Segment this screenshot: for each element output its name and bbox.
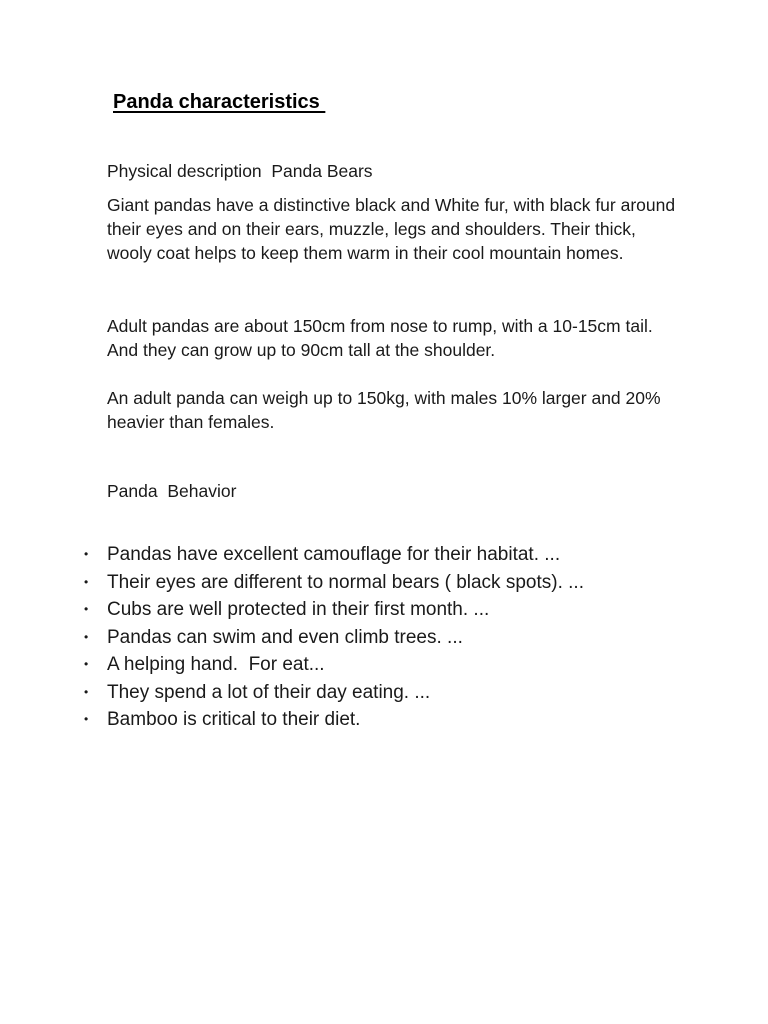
list-item-text: They spend a lot of their day eating. ... <box>107 681 431 703</box>
bullet-icon: • <box>84 657 89 671</box>
paragraph-weight: An adult panda can weigh up to 150kg, with males 10% larger and 20% heavier than females. <box>107 388 661 432</box>
list-item <box>0 541 561 569</box>
list-item <box>0 679 431 707</box>
bullet-icon: • <box>84 629 89 644</box>
list-item <box>0 624 463 652</box>
list-item-text: Pandas can swim and even climb trees. ... <box>107 626 463 648</box>
list-item <box>0 596 490 624</box>
list-item <box>0 651 325 679</box>
list-item <box>0 706 361 734</box>
bullet-icon: • <box>84 574 89 589</box>
behavior-list <box>0 541 584 734</box>
list-item-text: Cubs are well protected in their first month. ... <box>107 599 490 620</box>
bullet-icon: • <box>84 547 89 561</box>
paragraph-size: Adult pandas are about 150cm from nose to rump, with a 10-15cm tail. And they can grow up to 90cm tall at the shoulder. <box>107 316 653 360</box>
list-item-text: Bamboo is critical to their diet. <box>107 709 361 730</box>
list-item-text: Their eyes are different to normal bears ( black spots). ... <box>107 571 584 593</box>
behavior-heading: Panda Behavior <box>107 481 237 501</box>
list-item-text: Pandas have excellent camouflage for their habitat. ... <box>107 544 561 565</box>
paragraph-fur: Giant pandas have a distinctive black and White fur, with black fur around their eyes and on their ears, muzzle, legs and shoulders. Their thick, wooly coat helps to keep them warm in their cool mountain homes. <box>107 195 676 263</box>
page-title: Panda characteristics <box>113 91 326 113</box>
list-item <box>0 569 584 597</box>
bullet-icon: • <box>84 712 89 726</box>
list-item-text: A helping hand. For eat... <box>107 654 325 675</box>
bullet-icon: • <box>84 602 89 616</box>
bullet-icon: • <box>84 684 89 699</box>
physical-description-heading: Physical description Panda Bears <box>107 161 373 181</box>
